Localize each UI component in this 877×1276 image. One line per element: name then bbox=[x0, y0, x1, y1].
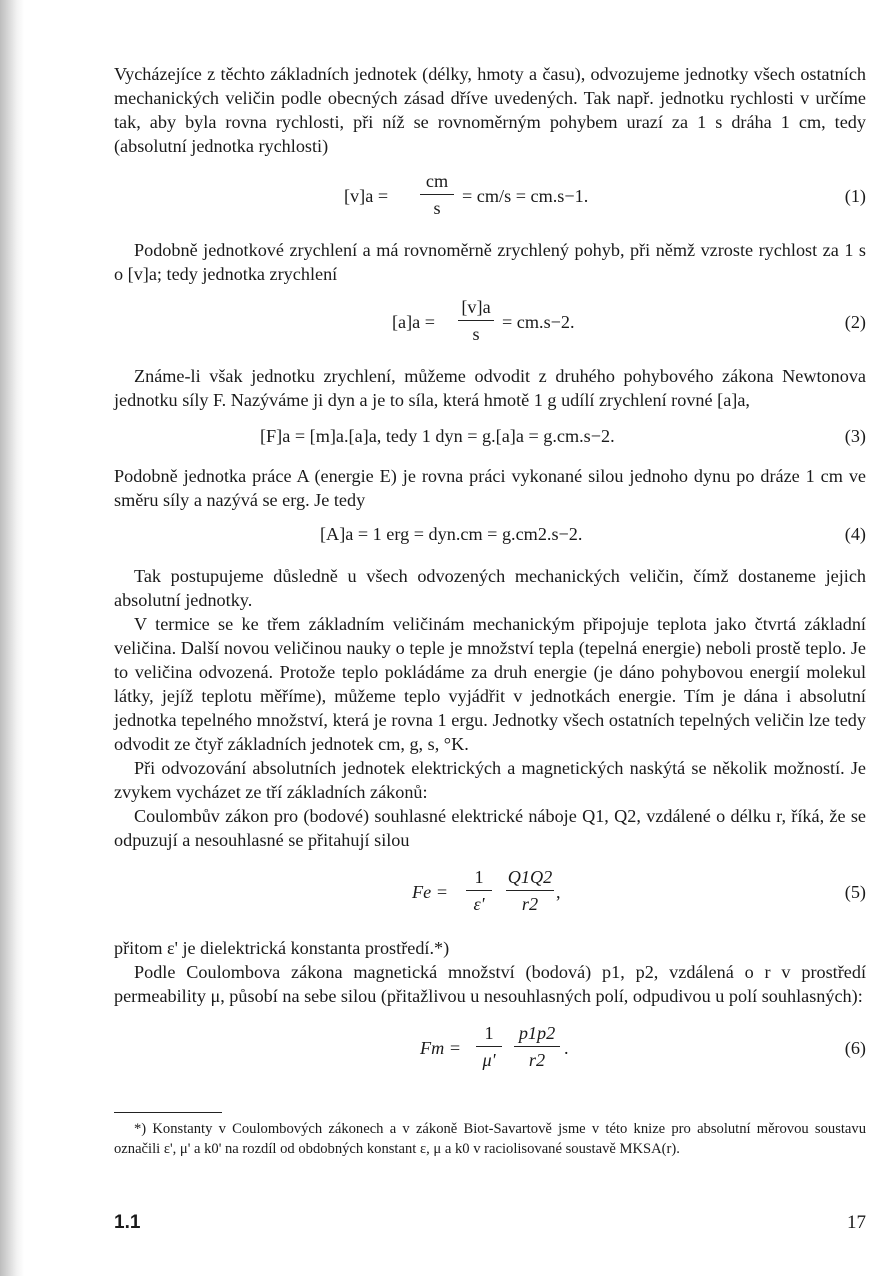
paragraph-3: Známe-li však jednotku zrychlení, můžeme odvodit z druhého pohybového zákona Newtonova jednotku síly F. Nazýváme ji dyn a je to síla, která hmotě 1 g udílí zrychlení rovné [a]a, bbox=[114, 366, 866, 410]
equation-5-lhs: Fe = bbox=[412, 882, 449, 902]
equation-3-label: (3) bbox=[844, 426, 866, 446]
equation-1-fraction bbox=[420, 170, 454, 217]
equation-4 bbox=[114, 516, 866, 556]
equation-1-label: (1) bbox=[844, 186, 866, 206]
paragraph-7: Při odvozování absolutních jednotek elektrických a magnetických naskýtá se několik možností. Je zvykem vycházet ze tří základních zákonů: bbox=[114, 758, 866, 802]
equation-6-fraction-2 bbox=[514, 1022, 560, 1069]
paragraph-8: Coulombův zákon pro (bodové) souhlasné elektrické náboje Q1, Q2, vzdálené o délku r, říká, že se odpuzují a nesouhlasné se přitahují silou bbox=[114, 806, 866, 850]
paragraph-1: Vycházejíce z těchto základních jednotek (délky, hmoty a času), odvozujeme jednotky všech ostatních mechanických veličin podle obecných zásad dříve uvedených. Tak např. jednotku rychlosti v určíme tak, aby byla rovna rychlosti, při níž se rovnoměrným pohybem urazí za 1 s dráha 1 cm, tedy (absolutní jednotka rychlosti) bbox=[114, 64, 866, 156]
paragraph-2: Podobně jednotkové zrychlení a má rovnoměrně zrychlený pohyb, při němž vzroste rychlost za 1 s o [v]a; tedy jednotka zrychlení bbox=[114, 240, 866, 284]
equation-6-tail: . bbox=[564, 1038, 569, 1058]
equation-1-numerator: cm bbox=[425, 171, 449, 191]
equation-4-label: (4) bbox=[844, 524, 866, 544]
equation-5-denominator-1: ε' bbox=[473, 894, 485, 914]
equation-2-fraction bbox=[458, 296, 494, 343]
book-binding-shadow bbox=[0, 0, 24, 1276]
equation-3 bbox=[114, 418, 866, 458]
paragraph-4: Podobně jednotka práce A (energie E) je rovna práci vykonané silou jednoho dynu po dráze 1 cm ve směru síly a nazývá se erg. Je tedy bbox=[114, 466, 866, 510]
section-marker: 1.1 bbox=[114, 1212, 141, 1233]
equation-6-denominator-1: μ' bbox=[482, 1050, 496, 1070]
equation-5-numerator-2: Q1Q2 bbox=[507, 867, 553, 887]
equation-2-numerator: [v]a bbox=[461, 297, 491, 317]
equation-5-tail: , bbox=[556, 882, 561, 902]
page-number: 17 bbox=[847, 1212, 866, 1233]
equation-5-denominator-2: r2 bbox=[521, 894, 539, 914]
equation-5-fraction-1 bbox=[466, 866, 492, 913]
equation-1-lhs: [v]a = bbox=[344, 186, 389, 206]
equation-4-body: [A]a = 1 erg = dyn.cm = g.cm2.s−2. bbox=[320, 524, 583, 544]
paragraph-5: Tak postupujeme důsledně u všech odvozených mechanických veličin, čímž dostaneme jejich absolutní jednotky. bbox=[114, 566, 866, 610]
equation-5-fraction-2 bbox=[506, 866, 554, 913]
footnote-rule bbox=[114, 1112, 222, 1113]
equation-5-numerator-1: 1 bbox=[474, 867, 484, 887]
equation-6-lhs: Fm = bbox=[420, 1038, 462, 1058]
paragraph-9: přitom ε' je dielektrická konstanta prostředí.*) bbox=[114, 938, 450, 958]
equation-6 bbox=[114, 1022, 866, 1086]
paragraph-10: Podle Coulombova zákona magnetická množství (bodová) p1, p2, vzdálená o r v prostředí permeability μ, působí na sebe silou (přitažlivou u nesouhlasných polí, odpudivou u polí souhlasných): bbox=[114, 962, 866, 1006]
equation-1-rhs: = cm/s = cm.s−1. bbox=[462, 186, 589, 206]
paragraph-6: V termice se ke třem základním veličinám mechanickým připojuje teplota jako čtvrtá základní veličina. Další novou veličinou nauky o teple je množství tepla (tepelná energie) neboli prostě teplo. Je to veličina odvozená. Protože teplo pokládáme za druh energie (je dáno pohybovou energií molekul látky, jejíž teplotu měříme), můžeme teplo vyjádřit v jednotkách energie. Tím je dána i absolutní jednotka tepelného množství, která je rovna 1 ergu. Jednotky všech ostatních tepelných veličin lze tedy odvodit ze čtyř základních jednotek cm, g, s, °K. bbox=[114, 614, 866, 754]
equation-2-denominator: s bbox=[472, 324, 480, 344]
equation-6-numerator-2: p1p2 bbox=[518, 1023, 556, 1043]
equation-1 bbox=[114, 170, 866, 230]
equation-2-rhs: = cm.s−2. bbox=[502, 312, 575, 332]
equation-5 bbox=[114, 866, 866, 930]
equation-5-label: (5) bbox=[844, 882, 866, 902]
equation-2-label: (2) bbox=[844, 312, 866, 332]
equation-6-label: (6) bbox=[844, 1038, 866, 1058]
equation-6-denominator-2: r2 bbox=[528, 1050, 546, 1070]
equation-1-denominator: s bbox=[433, 198, 441, 218]
equation-6-fraction-1 bbox=[476, 1022, 502, 1069]
footnote: *) Konstanty v Coulombových zákonech a v zákoně Biot-Savartově jsme v této knize pro absolutní měrovou soustavu označili ε', μ' a k0' na rozdíl od obdobných konstant ε, μ a k0 v raciolisované soustavě MKSA(r). bbox=[114, 1121, 866, 1157]
page-body bbox=[114, 62, 866, 1159]
equation-2 bbox=[114, 296, 866, 356]
equation-3-body: [F]a = [m]a.[a]a, tedy 1 dyn = g.[a]a = g.cm.s−2. bbox=[260, 426, 615, 446]
equation-6-numerator-1: 1 bbox=[484, 1023, 494, 1043]
equation-2-lhs: [a]a = bbox=[392, 312, 436, 332]
